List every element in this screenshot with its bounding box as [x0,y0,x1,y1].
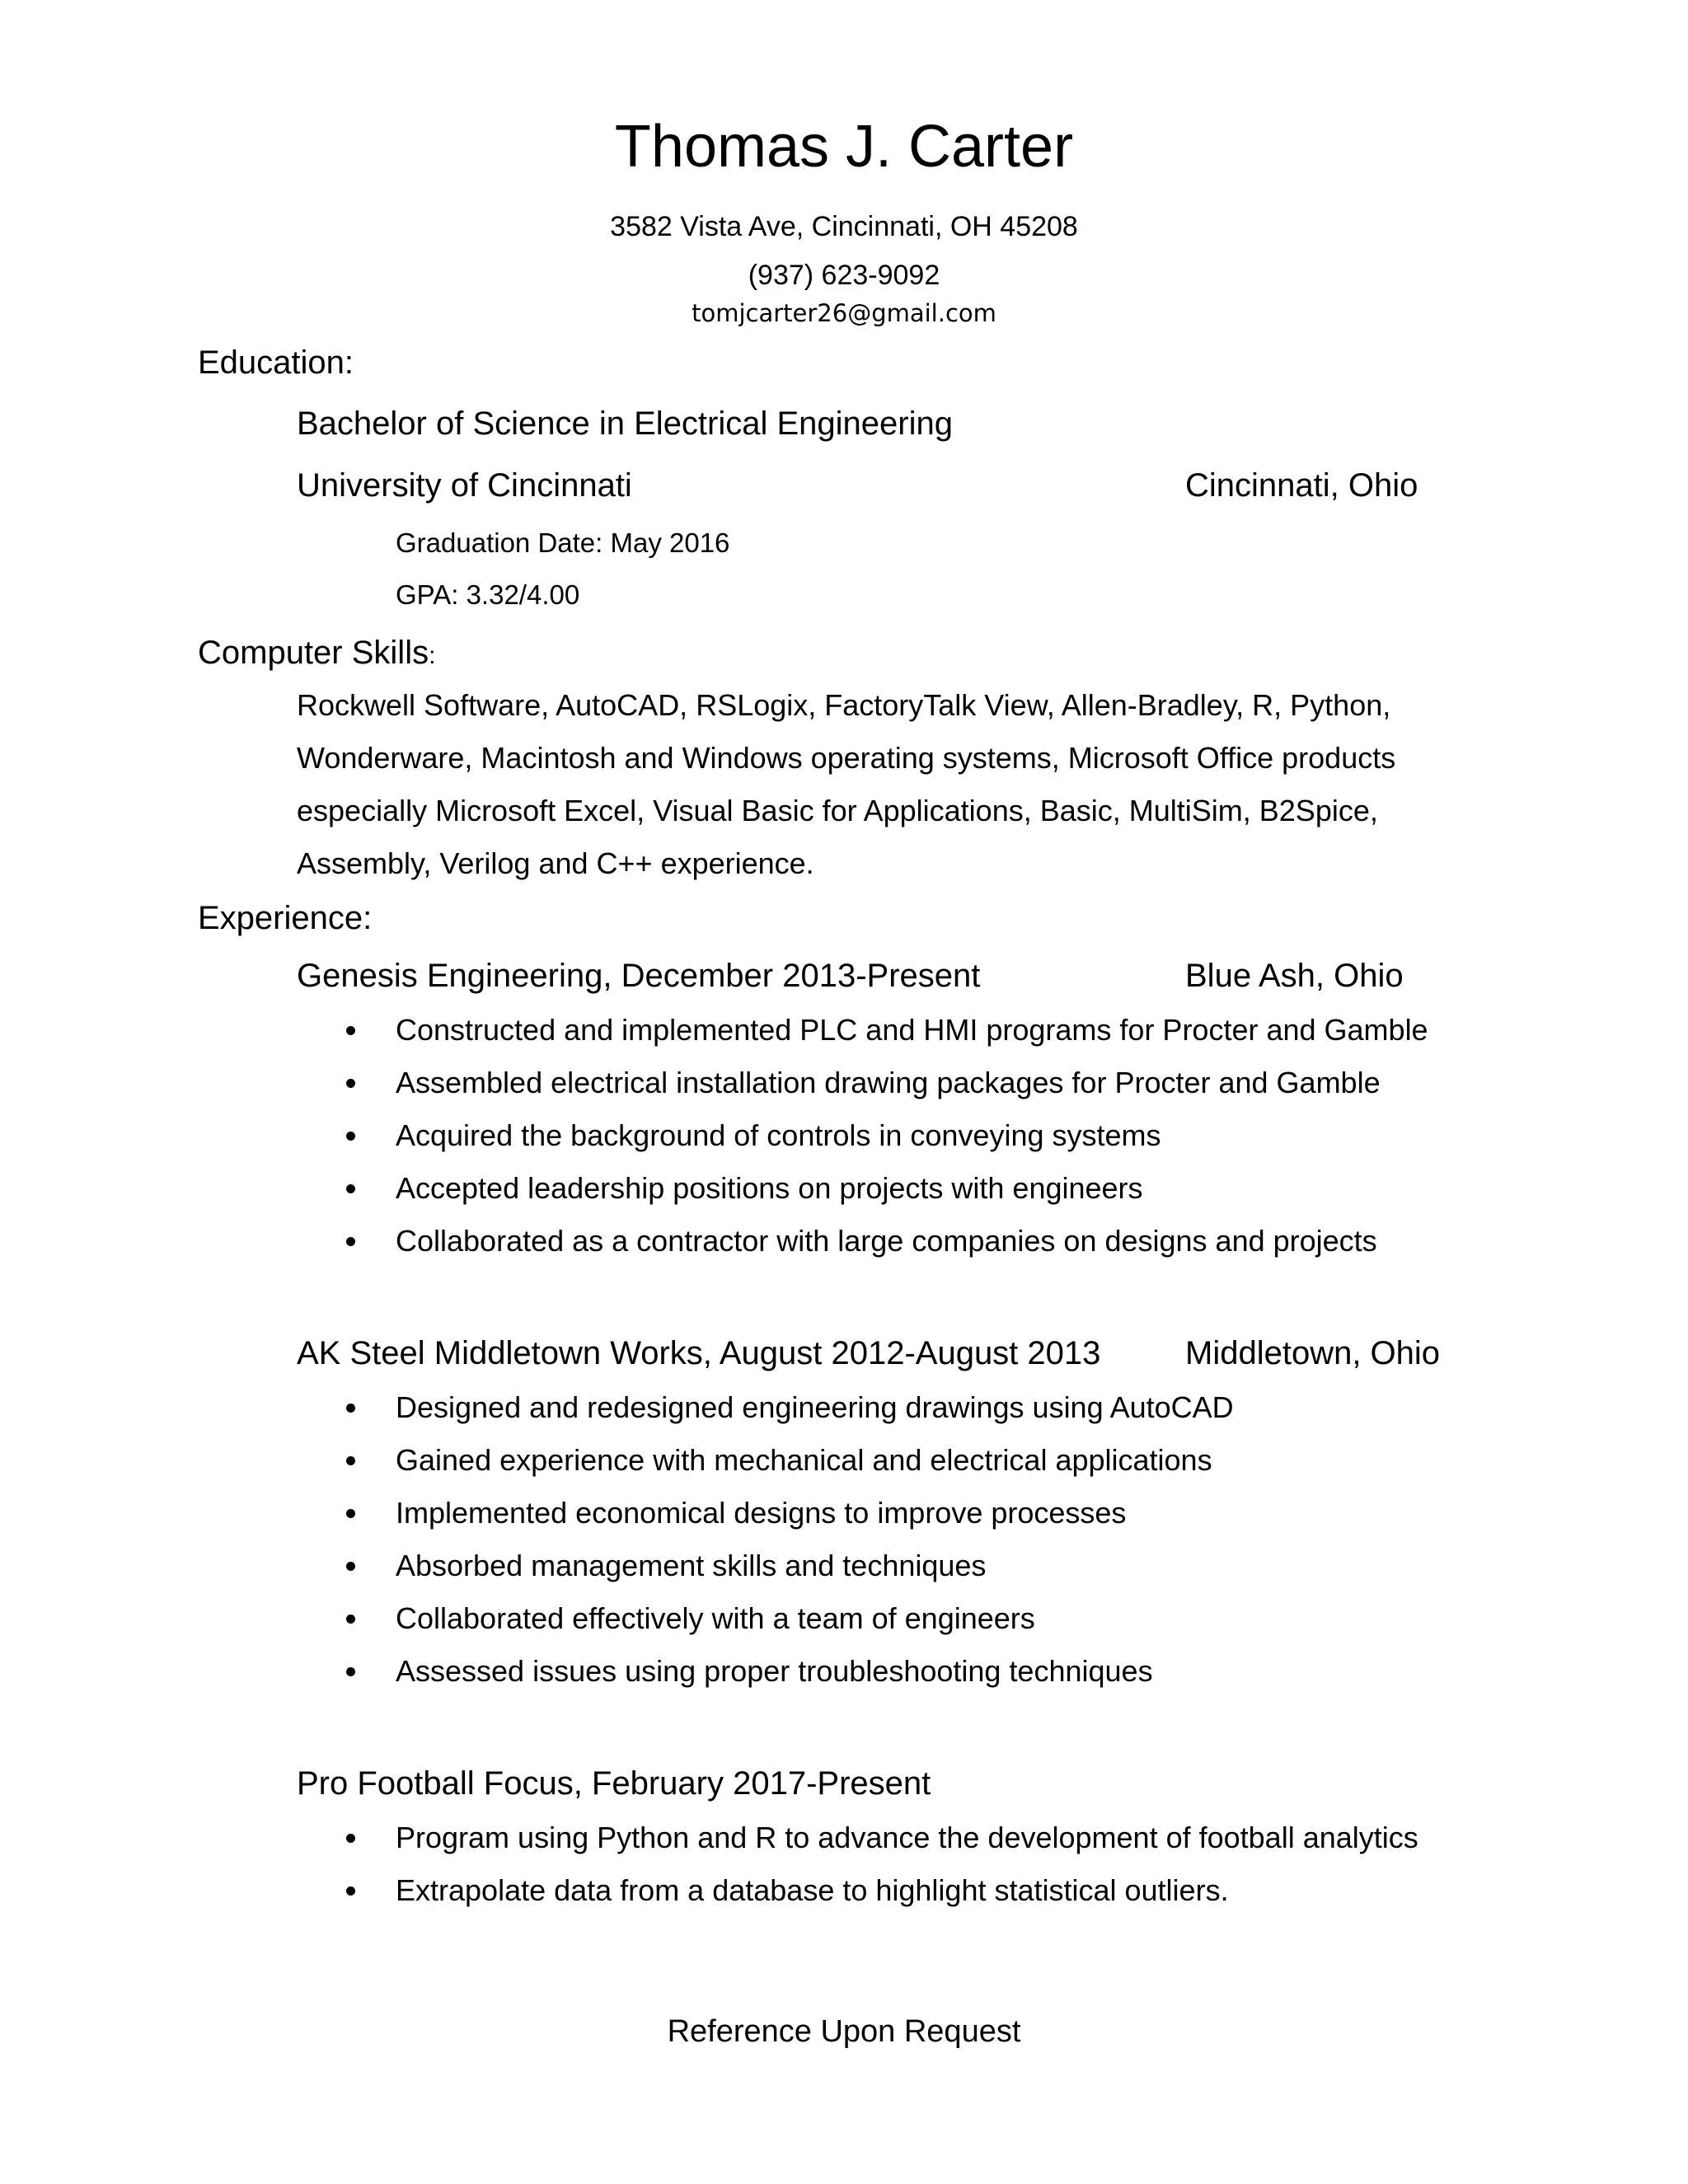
email: tomjcarter26@gmail.com [692,299,996,327]
degree: Bachelor of Science in Electrical Engineering [297,405,953,442]
bullet-text: Constructed and implemented PLC and HMI programs for Procter and Gamble [396,1013,1428,1047]
bullet-text: Extrapolate data from a database to highlight statistical outliers. [396,1873,1229,1907]
education-heading: Education: [198,344,354,381]
bullet-text: Program using Python and R to advance the development of football analytics [396,1821,1418,1854]
job-dates: , August 2012-August 2013 [702,1335,1101,1371]
bullet-text: Collaborated as a contractor with large companies on designs and projects [396,1224,1377,1258]
bullet-item [346,1811,1418,1864]
skills-line: Assembly, Verilog and C++ experience. [297,846,814,880]
bullet-text: Collaborated effectively with a team of engineers [396,1601,1035,1635]
skills-line: especially Microsoft Excel, Visual Basic for Applications, Basic, MultiSim, B2Spice, [297,794,1378,827]
bullet-text: Assembled electrical installation drawing packages for Procter and Gamble [396,1066,1381,1099]
skills-paragraph [297,679,1451,890]
bullet-text: Assessed issues using proper troubleshooting techniques [396,1654,1153,1688]
bullet-icon [346,1132,355,1141]
bullet-icon [346,1886,355,1896]
company-name: Pro Football Focus [297,1765,574,1802]
bullet-item [346,1540,1234,1592]
bullet-text: Absorbed management skills and techniques [396,1549,987,1582]
bullet-item [346,1381,1234,1434]
job-dates: , December 2013-Present [603,958,981,994]
bullet-text: Designed and redesigned engineering drawings using AutoCAD [396,1390,1234,1424]
job-location: Blue Ash, Ohio [1185,958,1404,994]
bullet-icon [346,1184,355,1193]
skills-heading-text: Computer Skills [198,635,429,671]
bullet-text: Implemented economical designs to improve processes [396,1496,1127,1530]
bullet-text: Acquired the background of controls in conveying systems [396,1118,1161,1152]
skills-heading-colon: : [429,642,436,669]
phone: (937) 623-9092 [748,260,940,291]
job-bullets [346,1381,1234,1698]
bullet-icon [346,1615,355,1624]
bullet-item [346,1109,1428,1162]
bullet-text: Accepted leadership positions on projects with engineers [396,1171,1143,1205]
address: 3582 Vista Ave, Cincinnati, OH 45208 [610,211,1078,242]
bullet-icon [346,1237,355,1246]
job-title-line [297,1767,931,1800]
bullet-icon [346,1562,355,1571]
bullet-text: Gained experience with mechanical and electrical applications [396,1443,1212,1477]
bullet-icon [346,1026,355,1035]
bullet-item [346,1162,1428,1215]
bullet-item [346,1592,1234,1645]
bullet-item [346,1434,1234,1487]
job-dates: , February 2017-Present [573,1765,931,1802]
job-title-line [297,1337,1100,1370]
bullet-icon [346,1456,355,1465]
graduation-date: Graduation Date: May 2016 [396,527,730,558]
reference-note: Reference Upon Request [667,2014,1021,2049]
bullet-item [346,1004,1428,1057]
bullet-item [346,1057,1428,1109]
bullet-item [346,1487,1234,1540]
skills-heading [198,636,435,669]
bullet-item [346,1864,1418,1917]
company-name: AK Steel Middletown Works [297,1335,703,1371]
bullet-icon [346,1079,355,1088]
skills-line: Rockwell Software, AutoCAD, RSLogix, FactoryTalk View, Allen-Bradley, R, Python, [297,688,1391,722]
bullet-item [346,1215,1428,1268]
job-bullets [346,1811,1418,1917]
job-bullets [346,1004,1428,1268]
bullet-icon [346,1667,355,1676]
resume-name: Thomas J. Carter [614,114,1074,180]
bullet-icon [346,1404,355,1413]
school-location: Cincinnati, Ohio [1185,467,1418,504]
job-location: Middletown, Ohio [1185,1335,1441,1371]
skills-line: Wonderware, Macintosh and Windows operating systems, Microsoft Office products [297,741,1396,775]
gpa: GPA: 3.32/4.00 [396,579,580,610]
school: University of Cincinnati [297,467,632,504]
company-name: Genesis Engineering [297,958,603,994]
job-title-line [297,959,980,992]
bullet-icon [346,1509,355,1518]
bullet-icon [346,1834,355,1843]
experience-heading: Experience: [198,900,373,936]
bullet-item [346,1645,1234,1698]
